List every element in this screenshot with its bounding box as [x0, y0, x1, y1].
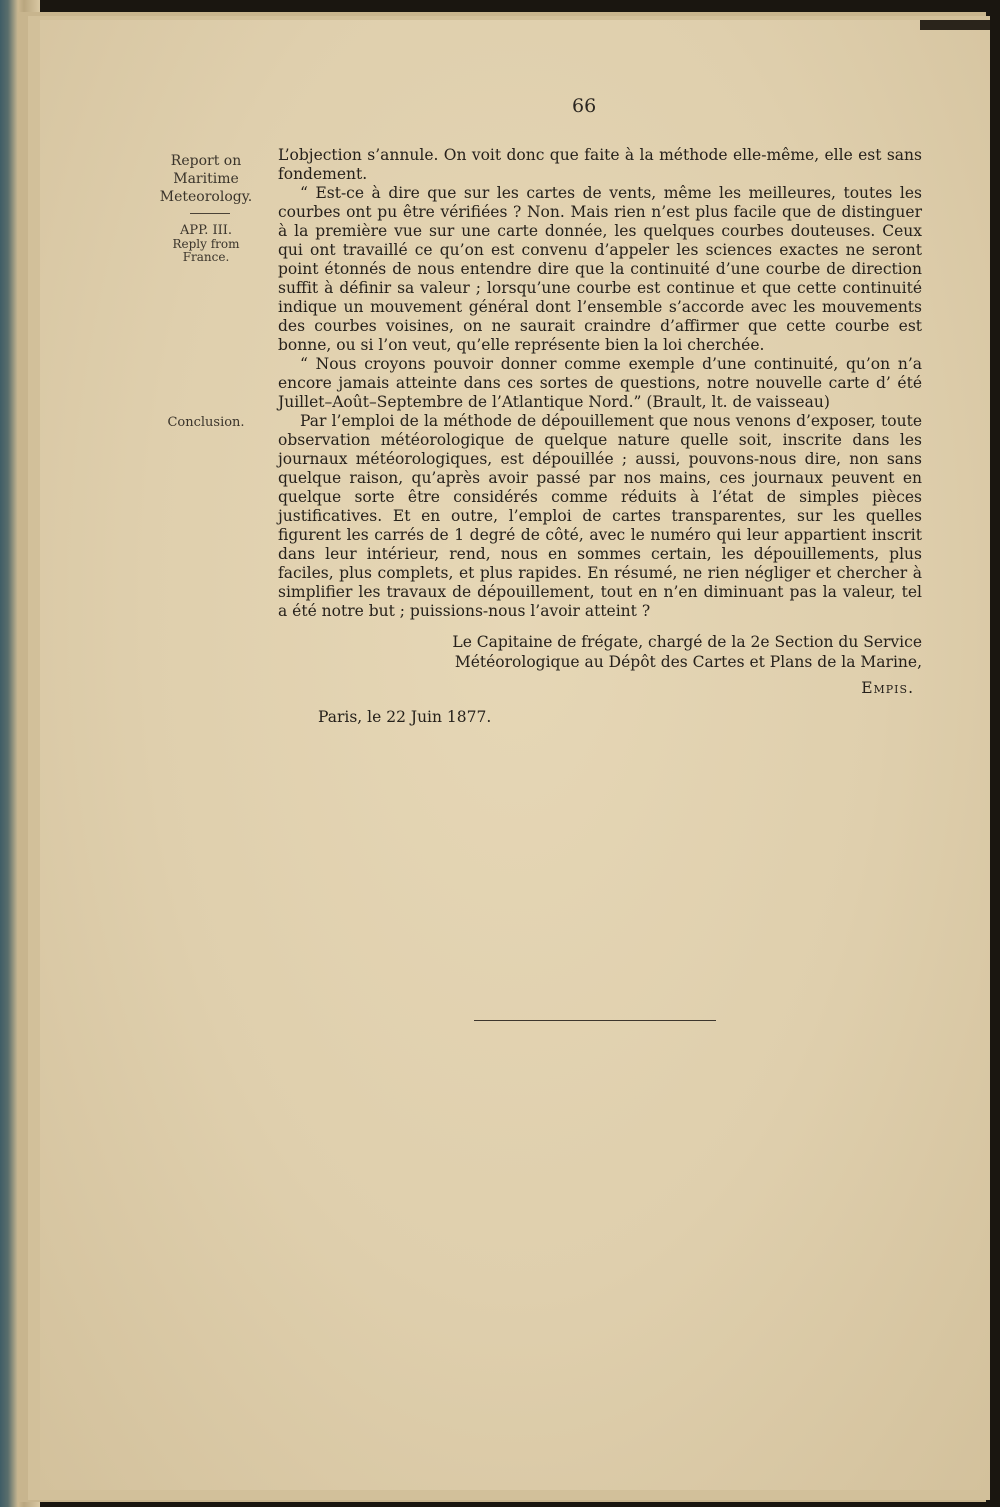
paragraph-3: “ Nous croyons pouvoir donner comme exemple d’une continuité, qu’on n’a encore jamais atteinte dans ces sortes de questions, notre nouvelle carte d’ été Juillet–Août–Septembre de l’Atlantique Nord.” (Brault, lt. de vaisseau)	[278, 355, 922, 411]
margin-note-report: Report on Maritime Meteorology.	[159, 153, 253, 205]
signature-line-1: Le Capitaine de frégate, chargé de la 2e Section du Service	[452, 633, 922, 651]
signature-block	[452, 632, 922, 698]
signature-name: Empis.	[861, 679, 914, 697]
paragraph-2: “ Est-ce à dire que sur les cartes de vents, même les meilleures, toutes les courbes ont pu être vérifiées ? Non. Mais rien n’est plus facile que de distinguer à la première vue sur une carte donnée, les quelques courbes douteuses. Ceux qui ont travaillé ce qu’on est convenu d’appeler les sciences exactes ne seront point étonnés de nous entendre dire que la continuité d’une courbe de direction suffit à définir sa valeur ; lorsqu’une courbe est continue et que cette continuité indique un mouvement général dont l’ensemble s’accorde avec les mouvements des courbes voisines, on ne saurait craindre d’affirmer que cette courbe est bonne, ou si l’on veut, qu’elle représente bien la loi cherchée.	[278, 184, 922, 354]
signature-line-2: Météorologique au Dépôt des Cartes et Plans de la Marine,	[454, 653, 922, 671]
margin-note-appendix	[150, 224, 262, 264]
end-rule	[474, 1020, 716, 1021]
dateline: Paris, le 22 Juin 1877.	[318, 708, 492, 726]
paragraph-4: Par l’emploi de la méthode de dépouillement que nous venons d’exposer, toute observation météorologique de quelque nature quelle soit, inscrite dans les journaux météorologiques, est dépouillée ; aussi, pouvons-nous dire, non sans quelque raison, qu’après avoir passé par nos mains, ces journaux peuvent en quelque sorte être considérés comme réduits à l’état de simples pièces justificatives. Et en outre, l’emploi de cartes transparentes, sur les quelles figurent les carrés de 1 degré de côté, avec le numéro qui leur appartient inscrit dans leur intérieur, rend, nous en sommes certain, les dépouillements, plus faciles, plus complets, et plus rapides. En résumé, ne rien négliger et chercher à simplifier les travaux de dépouillement, tout en n’en diminuant pas la valeur, tel a été notre but ; puissions-nous l’avoir atteint ?	[278, 412, 922, 620]
reply-label: Reply from France.	[172, 237, 240, 264]
margin-note-conclusion: Conclusion.	[167, 415, 245, 430]
body-text	[278, 146, 922, 621]
appendix-label: APP. III.	[179, 223, 233, 238]
page-number: 66	[572, 95, 597, 117]
paragraph-1: L’objection s’annule. On voit donc que faite à la méthode elle-même, elle est sans fondement.	[278, 146, 922, 183]
scan-corner	[920, 20, 990, 30]
margin-rule	[190, 213, 230, 214]
